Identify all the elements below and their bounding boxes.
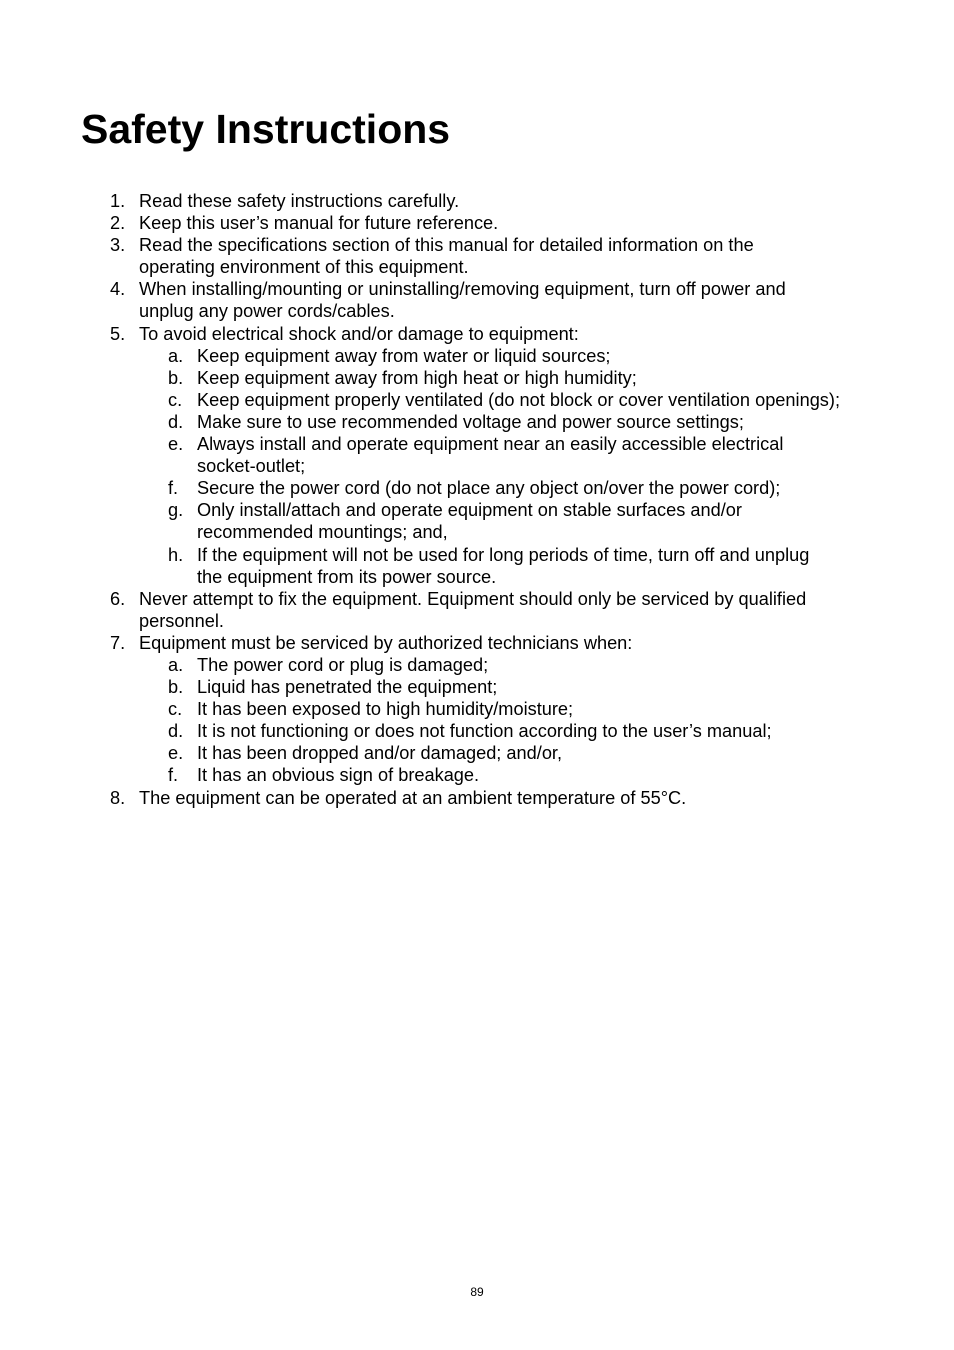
sub-list <box>139 654 879 787</box>
sub-list-item-text: The power cord or plug is damaged; <box>197 654 489 675</box>
sub-list-item-letter: f. <box>168 765 179 786</box>
list-item-text: Read these safety instructions carefully. <box>139 191 460 211</box>
sub-list-item-letter: g. <box>168 500 184 521</box>
list-item <box>0 190 879 212</box>
sub-list-item-letter: e. <box>168 434 184 455</box>
sub-list-item-text: Make sure to use recommended voltage and power source settings; <box>197 411 744 432</box>
sub-list-item-text: It has been dropped and/or damaged; and/or, <box>197 743 563 764</box>
sub-list-item-text: Only install/attach and operate equipment on stable surfaces and/or <box>197 500 742 521</box>
sub-list-item-text: It has an obvious sign of breakage. <box>197 765 480 786</box>
list-item-text: The equipment can be operated at an ambient temperature of 55°C. <box>139 787 687 808</box>
list-item-text: personnel. <box>139 610 224 631</box>
list-item-text: Read the specifications section of this manual for detailed information on the <box>139 235 754 256</box>
sub-list-item-letter: b. <box>168 677 184 698</box>
sub-list-item-text: Keep equipment away from high heat or high humidity; <box>197 367 637 388</box>
safety-instructions-list <box>0 190 954 809</box>
sub-list-item-text: Keep equipment properly ventilated (do not block or cover ventilation openings); <box>197 389 841 410</box>
sub-list-item-text: It is not functioning or does not function according to the user’s manual; <box>197 721 772 742</box>
list-item <box>0 787 879 809</box>
sub-list-item <box>0 367 897 389</box>
sub-list-item-letter: c. <box>168 389 183 410</box>
sub-list-item-letter: f. <box>168 478 179 499</box>
list-item <box>0 588 879 632</box>
sub-list-item-text: recommended mountings; and, <box>197 522 448 543</box>
list-item <box>0 278 879 322</box>
sub-list-item <box>0 676 897 698</box>
page-number: 89 <box>470 1285 484 1299</box>
sub-list-item-letter: d. <box>168 721 184 742</box>
list-item-number: 6. <box>110 588 126 609</box>
list-item-text: When installing/mounting or uninstalling/removing equipment, turn off power and <box>139 279 786 300</box>
sub-list-item-text: It has been exposed to high humidity/moisture; <box>197 699 574 720</box>
sub-list-item-letter: b. <box>168 367 184 388</box>
list-item-text: Keep this user’s manual for future reference. <box>139 213 499 234</box>
list-item-number: 3. <box>110 235 126 256</box>
sub-list-item-letter: a. <box>168 345 184 366</box>
list-item <box>0 212 879 234</box>
list-item-number: 7. <box>110 632 126 653</box>
list-item-number: 1. <box>110 191 126 211</box>
sub-list-item-letter: d. <box>168 411 184 432</box>
sub-list-item <box>0 499 897 543</box>
sub-list-item <box>0 544 897 588</box>
list-item-number: 5. <box>110 323 126 344</box>
list-item-number: 2. <box>110 213 126 234</box>
sub-list-item-text: the equipment from its power source. <box>197 566 497 587</box>
sub-list-item-letter: a. <box>168 654 184 675</box>
list-item <box>0 323 879 588</box>
sub-list-item <box>0 720 897 742</box>
sub-list-item <box>0 411 897 433</box>
sub-list-item <box>0 433 897 477</box>
sub-list-item-text: socket-outlet; <box>197 456 306 477</box>
list-item-text: Equipment must be serviced by authorized technicians when: <box>139 632 633 653</box>
page-title: Safety Instructions <box>81 106 451 152</box>
sub-list-item-text: If the equipment will not be used for long periods of time, turn off and unplug <box>197 544 810 565</box>
sub-list-item-text: Secure the power cord (do not place any object on/over the power cord); <box>197 478 781 499</box>
sub-list-item <box>0 345 897 367</box>
list-item-text: operating environment of this equipment. <box>139 257 469 278</box>
list-item-number: 4. <box>110 279 126 300</box>
sub-list-item <box>0 477 897 499</box>
list-item-text: To avoid electrical shock and/or damage to equipment: <box>139 323 579 344</box>
list-item-text: unplug any power cords/cables. <box>139 301 395 322</box>
list-item <box>0 632 879 787</box>
sub-list-item <box>0 654 897 676</box>
sub-list-item-text: Liquid has penetrated the equipment; <box>197 677 498 698</box>
sub-list-item <box>0 698 897 720</box>
sub-list-item-text: Always install and operate equipment near an easily accessible electrical <box>197 434 784 455</box>
sub-list-item-text: Keep equipment away from water or liquid sources; <box>197 345 611 366</box>
sub-list-item <box>0 764 897 786</box>
list-item-text: Never attempt to fix the equipment. Equipment should only be serviced by qualified <box>139 588 807 609</box>
sub-list-item-letter: c. <box>168 699 183 720</box>
sub-list-item-letter: h. <box>168 544 184 565</box>
sub-list <box>139 345 879 588</box>
sub-list-item <box>0 389 887 411</box>
sub-list-item-letter: e. <box>168 743 184 764</box>
sub-list-item <box>0 742 897 764</box>
list-item-number: 8. <box>110 787 126 808</box>
list-item <box>0 234 879 278</box>
